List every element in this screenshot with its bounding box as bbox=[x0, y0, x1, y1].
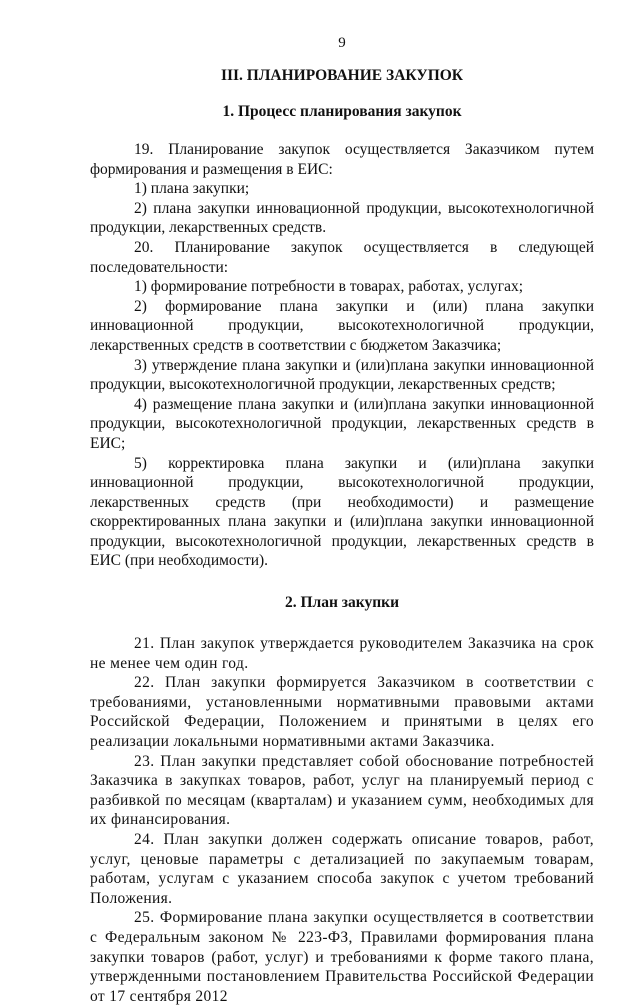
list-item-20-5: 5) корректировка плана закупки и (или)плана закупки инновационной продукции, высокотехнологичной продукции, лекарственных средств (при необходимости) и размещение скорректированных плана закупки и (или)плана закупки инновационной продукции, высокотехнологичной продукции, лекарственных средств в ЕИС (при необходимости). bbox=[90, 454, 594, 570]
chapter-title: III. ПЛАНИРОВАНИЕ ЗАКУПОК bbox=[220, 67, 464, 84]
paragraph-19: 19. Планирование закупок осуществляется Заказчиком путем формирования и размещения в ЕИС: bbox=[90, 141, 594, 178]
list-item-20-3: 3) утверждение плана закупки и (или)плана закупки инновационной продукции, высокотехнологичной продукции, лекарственных средств; bbox=[90, 356, 594, 394]
paragraph-25: 25. Формирование плана закупки осуществляется в соответствии с Федеральным законом № 223-ФЗ, Правилами формирования плана закупки товаров (работ, услуг) и требованиями к форме такого плана, утвержденными постановлением Правительства Российской Федерации от 17 сентября 2012 bbox=[90, 909, 594, 1005]
section-procurement-plan bbox=[90, 593, 594, 1006]
list-item-20-2: 2) формирование плана закупки и (или) плана закупки инновационной продукции, высокотехнологичной продукции, лекарственных средств в соответствии с бюджетом Заказчика; bbox=[90, 297, 594, 354]
page-number: 9 bbox=[338, 35, 346, 51]
section-title-procurement-plan: 2. План закупки bbox=[284, 594, 400, 612]
paragraph-21: 21. План закупок утверждается руководителем Заказчика на срок не менее чем один год. bbox=[90, 635, 594, 672]
document-page bbox=[90, 34, 594, 1005]
paragraph-20: 20. Планирование закупок осуществляется в следующей последовательности: bbox=[90, 238, 594, 276]
section-planning-process bbox=[90, 102, 594, 571]
list-item-19-2: 2) плана закупки инновационной продукции, высокотехнологичной продукции, лекарственных средств. bbox=[90, 199, 594, 237]
list-item-20-1: 1) формирование потребности в товарах, работах, услугах; bbox=[134, 278, 524, 296]
section-title-planning-process: 1. Процесс планирования закупок bbox=[222, 103, 462, 120]
list-item-20-4: 4) размещение плана закупки и (или)плана закупки инновационной продукции, высокотехнологичной продукции, лекарственных средств в ЕИС; bbox=[90, 395, 594, 452]
paragraph-23: 23. План закупки представляет собой обоснование потребностей Заказчика в закупках товаров, работ, услуг на планируемый период с разбивкой по месяцам (кварталам) и указанием сумм, необходимых для их финансирования. bbox=[90, 752, 594, 829]
list-item-19-1: 1) плана закупки; bbox=[134, 180, 250, 198]
paragraph-24: 24. План закупки должен содержать описание товаров, работ, услуг, ценовые параметры с детализацией по закупаемым товарам, работам, услугам с указанием способа закупок с учетом требований Положения. bbox=[90, 831, 594, 907]
paragraph-22: 22. План закупки формируется Заказчиком в соответствии с требованиями, установленными нормативными правовыми актами Российской Федерации, Положением и принятыми в целях его реализации локальными нормативными актами Заказчика. bbox=[90, 674, 594, 751]
